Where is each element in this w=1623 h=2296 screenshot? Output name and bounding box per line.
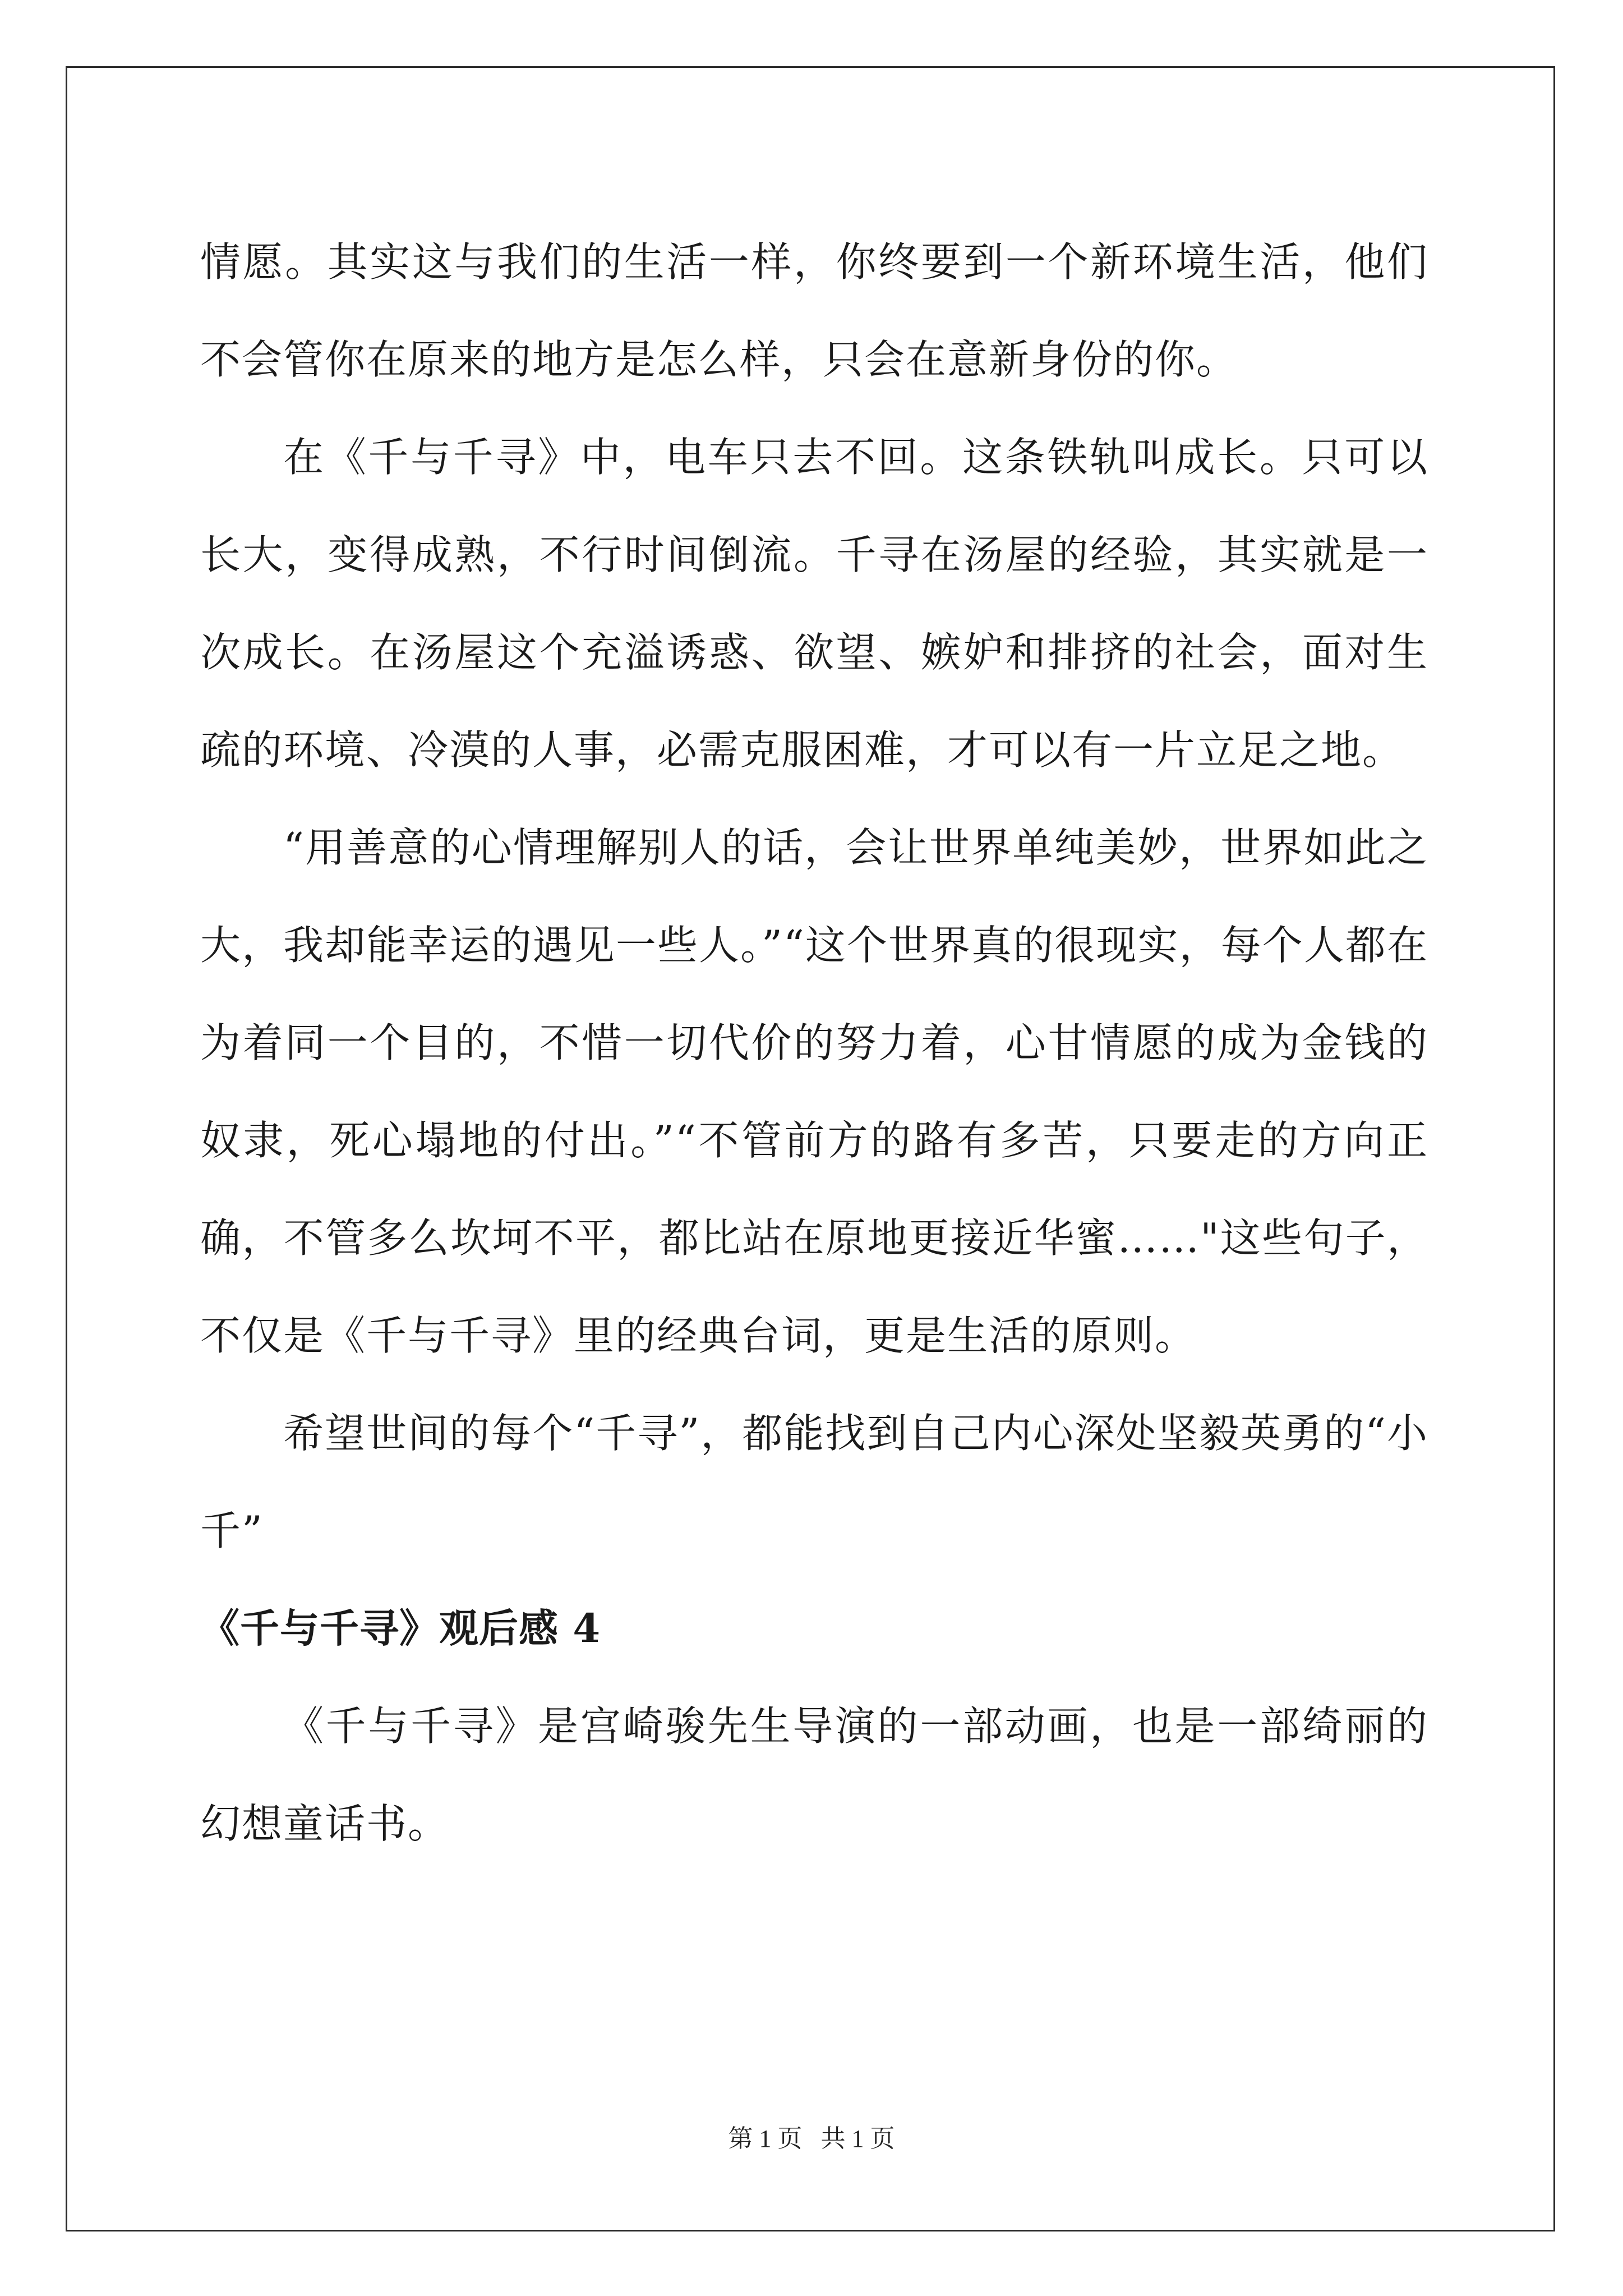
section-heading: 《千与千寻》观后感 4 [200, 1605, 601, 1651]
document-body [200, 213, 1428, 1872]
paragraph: 在《千与千寻》中，电车只去不回。这条铁轨叫成长。只可以长大，变得成熟，不行时间倒流。千寻在汤屋的经验，其实就是一次成长。在汤屋这个充溢诱惑、欲望、嫉妒和排挤的社会，面对生疏的环境、冷漠的人事，必需克服困难，才可以有一片立足之地。 [200, 434, 1428, 774]
paragraph: “用善意的心情理解别人的话，会让世界单纯美妙，世界如此之大，我却能幸运的遇见一些人。”“这个世界真的很现实，每个人都在为着同一个目的，不惜一切代价的努力着，心甘情愿的成为金钱的奴隶，死心塌地的付出。”“不管前方的路有多苦，只要走的方向正确，不管多么坎坷不平，都比站在原地更接近华蜜……"这些句子，不仅是《千与千寻》里的经典台词，更是生活的原则。 [200, 824, 1428, 1359]
paragraph: 情愿。其实这与我们的生活一样，你终要到一个新环境生活，他们不会管你在原来的地方是怎么样，只会在意新身份的你。 [200, 238, 1428, 383]
page-number: 第 1 页 共 1 页 [728, 2125, 895, 2152]
paragraph: 《千与千寻》是宫崎骏先生导演的一部动画，也是一部绮丽的幻想童话书。 [200, 1703, 1428, 1847]
paragraph: 希望世间的每个“千寻”，都能找到自己内心深处坚毅英勇的“小千” [200, 1410, 1428, 1554]
